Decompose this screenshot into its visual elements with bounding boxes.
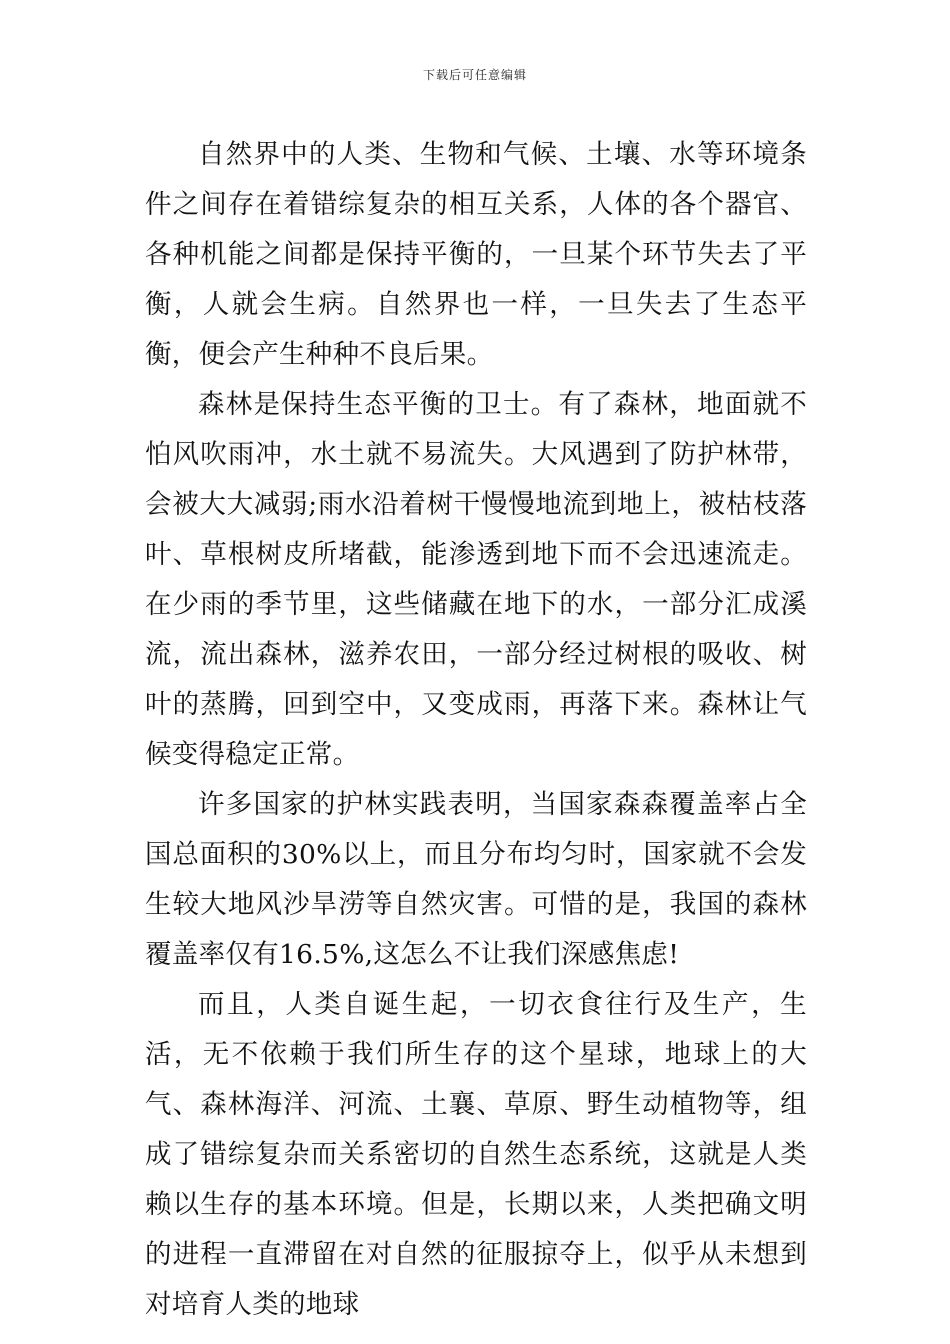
paragraph: 森林是保持生态平衡的卫士。有了森林，地面就不怕风吹雨冲，水土就不易流失。大风遇到了防护林带，会被大大减弱;雨水沿着树干慢慢地流到地上，被枯枝落叶、草根树皮所堵截，能渗透到地下而不会迅速流走。在少雨的季节里，这些储藏在地下的水，一部分汇成溪流，流出森林，滋养农田，一部分经过树根的吸收、树叶的蒸腾，回到空中，又变成雨，再落下来。森林让气候变得稳定正常。 bbox=[145, 389, 807, 770]
paragraph: 许多国家的护林实践表明，当国家森森覆盖率占全国总面积的30%以上，而且分布均匀时，国家就不会发生较大地风沙旱涝等自然灾害。可惜的是，我国的森林覆盖率仅有16.5%,这怎么不让我们深感焦虑! bbox=[145, 789, 807, 970]
document-body bbox=[145, 130, 807, 1330]
header-note: 下载后可任意编辑 bbox=[422, 68, 527, 82]
paragraph: 而且，人类自诞生起，一切衣食往行及生产，生活，无不依赖于我们所生存的这个星球，地球上的大气、森林海洋、河流、土襄、草原、野生动植物等，组成了错综复杂而关系密切的自然生态系统，这就是人类赖以生存的基本环境。但是，长期以来，人类把确文明的进程一直滞留在对自然的征服掠夺上，似乎从未想到对培育人类的地球 bbox=[145, 989, 807, 1320]
paragraph: 自然界中的人类、生物和气候、土壤、水等环境条件之间存在着错综复杂的相互关系，人体的各个器官、各种机能之间都是保持平衡的，一旦某个环节失去了平衡，人就会生病。自然界也一样，一旦失去了生态平衡，便会产生种种不良后果。 bbox=[145, 139, 807, 370]
